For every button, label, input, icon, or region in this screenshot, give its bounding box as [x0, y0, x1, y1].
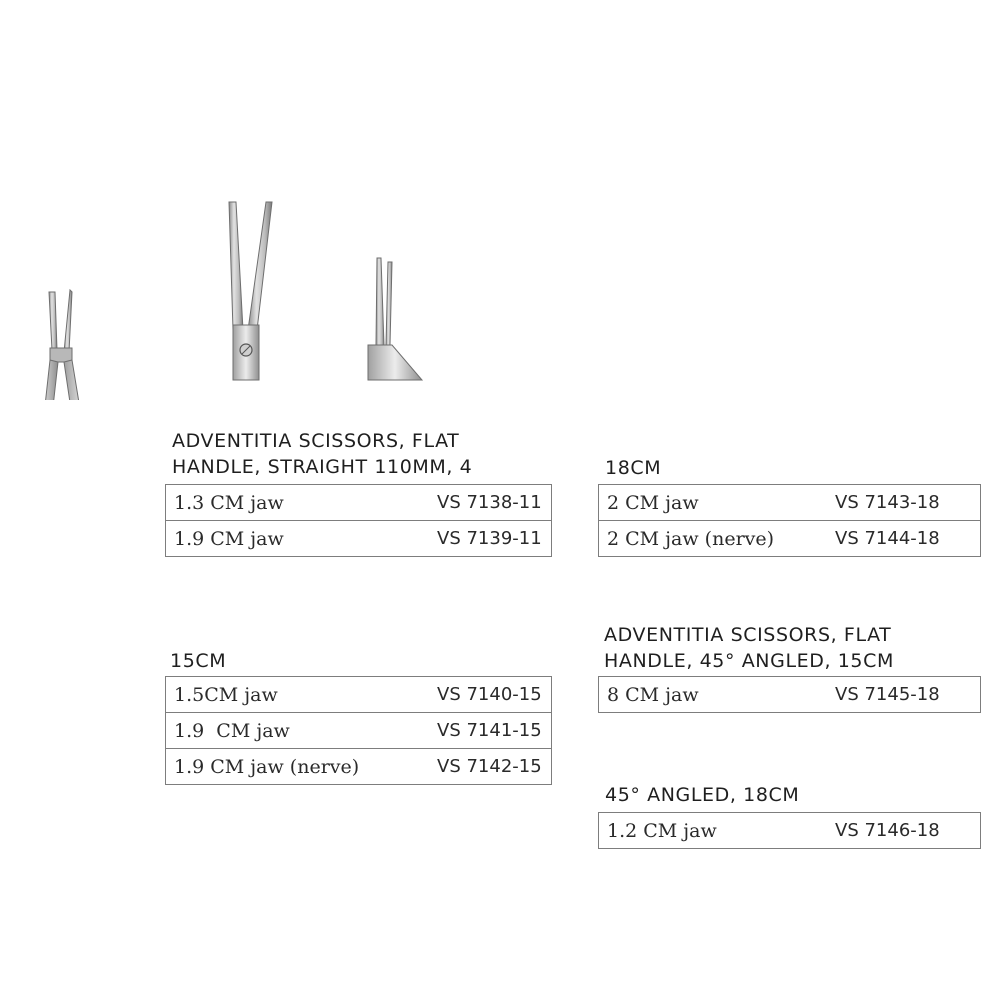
table-row [599, 677, 981, 713]
section-title-line: 15CM [170, 650, 227, 672]
jaw-size-cell: 1.2 CM jaw [599, 813, 828, 849]
table-row [599, 813, 981, 849]
product-code-cell: VS 7146-18 [827, 813, 981, 849]
straight-tip-closeup-icon [229, 202, 272, 380]
product-code-cell: VS 7143-18 [827, 485, 981, 521]
jaw-size-cell: 8 CM jaw [599, 677, 828, 713]
section-title-15cm [170, 648, 226, 674]
table-row [166, 485, 552, 521]
product-code-cell: VS 7142-15 [429, 749, 552, 785]
spec-table-15cm [165, 676, 552, 785]
jaw-size-cell: 2 CM jaw [599, 485, 828, 521]
jaw-size-cell: 1.9 CM jaw [166, 713, 430, 749]
scissors-full-icon [20, 290, 108, 400]
spec-table-angled-15cm [598, 676, 981, 713]
section-title-line: ADVENTITIA SCISSORS, FLAT [172, 430, 460, 452]
section-title-angled-15cm [604, 622, 894, 674]
table-row [166, 713, 552, 749]
section-title-18cm [605, 455, 661, 481]
section-title-line: HANDLE, 45° ANGLED, 15CM [604, 650, 894, 672]
section-title-straight [172, 428, 472, 480]
section-title-angled-18cm [605, 782, 799, 808]
table-row [166, 749, 552, 785]
product-code-cell: VS 7144-18 [827, 521, 981, 557]
section-title-line: ADVENTITIA SCISSORS, FLAT [604, 624, 892, 646]
section-title-line: HANDLE, STRAIGHT 110MM, 4 [172, 456, 473, 478]
product-code-cell: VS 7139-11 [429, 521, 552, 557]
jaw-size-cell: 1.3 CM jaw [166, 485, 430, 521]
section-title-line: 18CM [605, 457, 662, 479]
spec-table-straight [165, 484, 552, 557]
table-row [166, 677, 552, 713]
product-code-cell: VS 7145-18 [827, 677, 981, 713]
spec-table-angled-18cm [598, 812, 981, 849]
angled-tip-closeup-icon [368, 258, 422, 380]
table-row [599, 521, 981, 557]
table-row [166, 521, 552, 557]
jaw-size-cell: 1.5CM jaw [166, 677, 430, 713]
product-code-cell: VS 7141-15 [429, 713, 552, 749]
jaw-size-cell: 2 CM jaw (nerve) [599, 521, 828, 557]
jaw-size-cell: 1.9 CM jaw (nerve) [166, 749, 430, 785]
product-code-cell: VS 7140-15 [429, 677, 552, 713]
section-title-line: 45° ANGLED, 18CM [605, 784, 800, 806]
table-row [599, 485, 981, 521]
product-illustrations [0, 0, 1000, 400]
spec-table-18cm [598, 484, 981, 557]
jaw-size-cell: 1.9 CM jaw [166, 521, 430, 557]
product-code-cell: VS 7138-11 [429, 485, 552, 521]
